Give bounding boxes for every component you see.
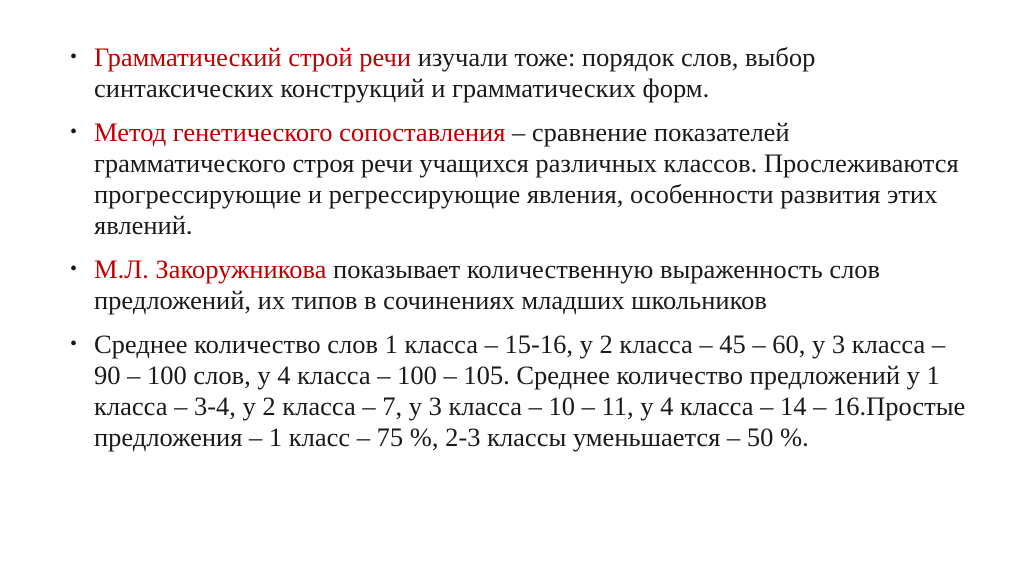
- bullet-item-statistics: [70, 329, 970, 453]
- bullet-text: Среднее количество слов 1 класса – 15-16, у 2 класса – 45 – 60, у 3 класса – 90 – 100 слов, у 4 класса – 100 – 105. Среднее количество предложений у 1 класса – 3-4, у 2 класса – 7, у 3 класса – 10 – 11, у 4 класса – 14 – 16.Простые предложения – 1 класс – 75 %, 2-3 классы уменьшается – 50 %.: [94, 329, 966, 452]
- bullet-dot: •: [70, 258, 78, 280]
- bullet-item-method: [70, 117, 970, 241]
- bullet-item-grammar: [70, 42, 970, 104]
- bullet-dot: •: [70, 333, 78, 355]
- bullet-dot: •: [70, 121, 78, 143]
- bullet-dot: •: [70, 46, 78, 68]
- bullet-text: изучали тоже: порядок слов, выбор синтаксических конструкций и грамматических форм.: [94, 42, 816, 103]
- bullet-highlight: Метод генетического сопоставления: [94, 117, 506, 147]
- bullet-item-author: [70, 254, 970, 316]
- bullet-list: [70, 42, 970, 466]
- bullet-text: показывает количественную выраженность слов предложений, их типов в сочинениях младших школьников: [94, 254, 881, 315]
- bullet-text: – сравнение показателей грамматического строя речи учащихся различных классов. Прослеживаются прогрессирующие и регрессирующие явления, особенности развития этих явлений.: [94, 117, 959, 240]
- bullet-highlight: М.Л. Закоружникова: [94, 254, 327, 284]
- bullet-highlight: Грамматический строй речи: [94, 42, 412, 72]
